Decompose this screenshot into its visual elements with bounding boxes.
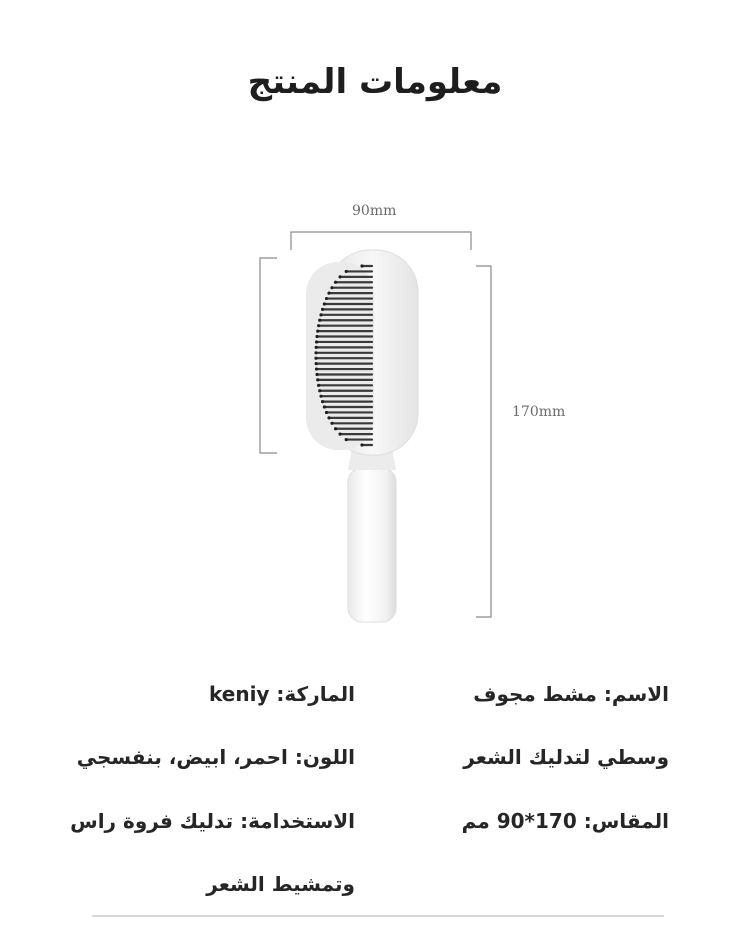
spec-name-continued: وسطي لتدليك الشعر (463, 745, 669, 769)
spec-usage-continued: وتمشيط الشعر (206, 872, 355, 896)
divider (92, 915, 664, 917)
spec-color: اللون: احمر، ابيض، بنفسجي (76, 745, 355, 769)
page-title: معلومات المنتج (247, 62, 503, 102)
width-label: 90mm (352, 203, 397, 219)
spec-name: الاسم: مشط مجوف (473, 682, 669, 706)
spec-size: المقاس: 170*90 مم (461, 809, 669, 833)
height-label: 170mm (512, 404, 566, 420)
spec-brand: الماركة: keniy (209, 682, 355, 706)
spec-usage: الاستخدامة: تدليك فروة راس (70, 809, 355, 833)
